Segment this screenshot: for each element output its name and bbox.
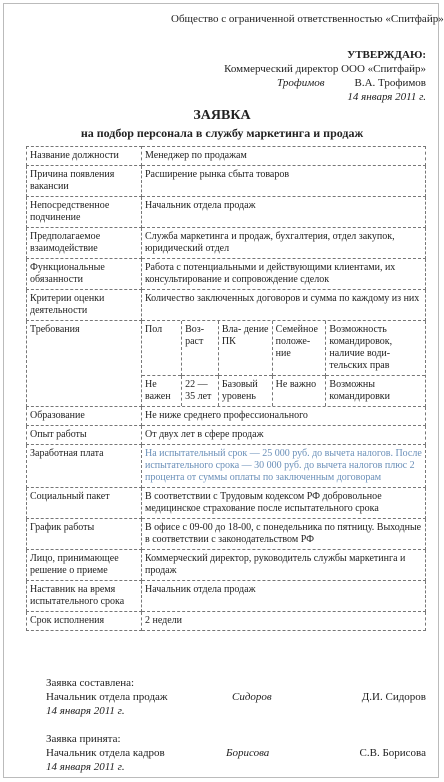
salary-value: На испытательный срок — 25 000 руб. до вычета налогов. После испытательного срока — 30 000 руб. до вычета налогов плюс 2 процента от суммы оплаты по заключенным договорам	[142, 445, 426, 488]
compiled-date: 14 января 2011 г.	[46, 705, 125, 717]
row-value: Не ниже среднего профессионального	[142, 407, 426, 426]
accepted-block	[46, 732, 165, 774]
accepted-heading: Заявка принята:	[46, 733, 121, 745]
row-value: Менеджер по продажам	[142, 147, 426, 166]
row-label: Лицо, принимающее решение о приеме	[27, 550, 142, 581]
document-subtitle: на подбор персонала в службу маркетинга и продаж	[80, 126, 364, 140]
salary-label: Заработная плата	[27, 445, 142, 488]
approval-block	[224, 48, 426, 104]
row-label: Образование	[27, 407, 142, 426]
row-value: От двух лет в сфере продаж	[142, 426, 426, 445]
row-value: 2 недели	[142, 612, 426, 631]
accepted-name: С.В. Борисова	[359, 747, 426, 759]
approval-signature: Трофимов	[277, 77, 325, 89]
req-header-family: Семейное положе- ние	[272, 321, 326, 376]
approval-signature-line	[224, 76, 426, 90]
approval-heading: УТВЕРЖДАЮ:	[347, 49, 426, 61]
compiled-signature: Сидоров	[232, 691, 272, 703]
requirements-row	[27, 321, 426, 407]
requirements-header-row	[142, 321, 425, 376]
req-header-gender: Пол	[145, 324, 163, 335]
row-label: Причина появления вакансии	[27, 166, 142, 197]
accepted-position: Начальник отдела кадров	[46, 747, 165, 759]
table-row	[27, 581, 426, 612]
row-value: В соответствии с Трудовым кодексом РФ добровольное медицинское страхование после испытательного срока	[142, 488, 426, 519]
row-value: Служба маркетинга и продаж, бухгалтерия, отдел закупок, юридический отдел	[142, 228, 426, 259]
table-row	[27, 488, 426, 519]
compiled-block	[46, 676, 168, 718]
accepted-date: 14 января 2011 г.	[46, 761, 125, 773]
req-value-pc: Базовый уровень	[218, 376, 272, 407]
req-header-travel: Возможность командировок, наличие води- тельских прав	[326, 321, 425, 376]
table-row	[27, 290, 426, 321]
row-value: Начальник отдела продаж	[142, 581, 426, 612]
row-label: Название должности	[27, 147, 142, 166]
row-label: Наставник на время испытательного срока	[27, 581, 142, 612]
table-row	[27, 612, 426, 631]
req-header-age: Воз- раст	[182, 321, 219, 376]
organization-name: Общество с ограниченной ответственностью «Спитфайр»	[171, 13, 444, 25]
table-row	[27, 197, 426, 228]
requirements-label: Требования	[27, 321, 142, 407]
compiled-position: Начальник отдела продаж	[46, 691, 168, 703]
row-label: Социальный пакет	[27, 488, 142, 519]
requirements-value-row	[142, 376, 425, 407]
row-value: Количество заключенных договоров и сумма по каждому из них	[142, 290, 426, 321]
compiled-name: Д.И. Сидоров	[361, 691, 426, 703]
row-label: Непосредственное подчинение	[27, 197, 142, 228]
req-value-family: Не важно	[272, 376, 326, 407]
table-row	[27, 550, 426, 581]
row-label: Предполагаемое взаимодействие	[27, 228, 142, 259]
request-table	[26, 146, 426, 631]
row-value: Коммерческий директор, руководитель службы маркетинга и продаж	[142, 550, 426, 581]
document-title: ЗАЯВКА	[193, 108, 251, 123]
row-value: Начальник отдела продаж	[142, 197, 426, 228]
req-header-pc: Вла- дение ПК	[218, 321, 272, 376]
table-row	[27, 519, 426, 550]
table-row	[27, 147, 426, 166]
table-row	[27, 228, 426, 259]
salary-row	[27, 445, 426, 488]
approval-position: Коммерческий директор ООО «Спитфайр»	[224, 63, 426, 75]
requirements-cell	[142, 321, 426, 407]
table-row	[27, 407, 426, 426]
row-label: График работы	[27, 519, 142, 550]
approval-name: В.А. Трофимов	[354, 77, 426, 89]
row-label: Опыт работы	[27, 426, 142, 445]
compiled-heading: Заявка составлена:	[46, 677, 135, 689]
table-row	[27, 426, 426, 445]
row-label: Функциональные обязанности	[27, 259, 142, 290]
row-label: Критерии оценки деятельности	[27, 290, 142, 321]
row-value: Работа с потенциальными и действующими клиентами, их консультирование и сопровождение сделок	[142, 259, 426, 290]
row-value: Расширение рынка сбыта товаров	[142, 166, 426, 197]
req-value-gender: Не важен	[142, 376, 182, 407]
row-value: В офисе с 09-00 до 18-00, с понедельника по пятницу. Выходные в соответствии с законодательством РФ	[142, 519, 426, 550]
row-label: Срок исполнения	[27, 612, 142, 631]
table-row	[27, 259, 426, 290]
requirements-table	[142, 321, 425, 406]
approval-date: 14 января 2011 г.	[347, 91, 426, 103]
req-value-age: 22 — 35 лет	[182, 376, 219, 407]
table-row	[27, 166, 426, 197]
accepted-signature: Борисова	[226, 747, 270, 759]
req-value-travel: Возможны командировки	[326, 376, 425, 407]
